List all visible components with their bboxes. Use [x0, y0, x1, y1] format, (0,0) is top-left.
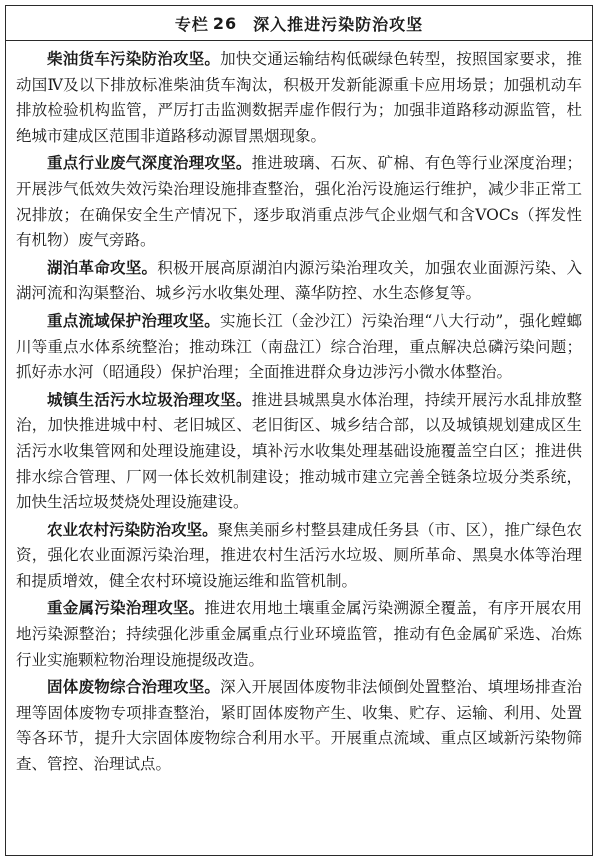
section-text: 加快交通运输结构低碳绿色转型，按照国家要求，推动国Ⅳ及以下排放标准柴油货车淘汰，积极开发新能源重卡应用场景；加强机动车排放检验机构监管，严厉打击监测数据弄虚作假行为；加强非道路移动源监管，杜绝城市建成区范围非道路移动源冒黑烟现象。: [16, 50, 582, 145]
section-text: 推进农用地土壤重金属污染溯源全覆盖，有序开展农用地污染源整治；持续强化涉重金属重点行业环境监管，推动有色金属矿采选、冶炼行业实施颗粒物治理设施提级改造。: [16, 599, 582, 669]
section-heading: 重点流域保护治理攻坚。: [47, 311, 220, 330]
column-box: [5, 5, 593, 856]
section-industrial-exhaust: [16, 151, 582, 253]
section-river-basins: [16, 309, 582, 386]
section-diesel-trucks: [16, 47, 582, 149]
section-heavy-metals: [16, 596, 582, 673]
section-text: 推进县城黑臭水体治理，持续开展污水乱排放整治，加快推进城中村、老旧城区、老旧街区、城乡结合部，以及城镇规划建成区生活污水收集管网和处理设施建设，填补污水收集处理基础设施覆盖空白区；推进供排水综合管理、厂网一体长效机制建设；推动城市建立完善全链条垃圾分类系统，加快生活垃圾焚烧处理设施建设。: [16, 390, 582, 512]
section-text: 实施长江（金沙江）污染治理“八大行动”，强化螳螂川等重点水体系统整治；推动珠江（南盘江）综合治理，重点解决总磷污染问题；抓好赤水河（昭通段）保护治理；全面推进群众身边涉污小微水体整治。: [16, 311, 582, 382]
section-heading: 城镇生活污水垃圾治理攻坚。: [47, 390, 252, 409]
section-solid-waste: [16, 675, 582, 777]
section-heading: 柴油货车污染防治攻坚。: [47, 50, 221, 68]
section-rural-pollution: [16, 518, 582, 595]
section-text: 积极开展高原湖泊内源污染治理攻关，加强农业面源污染、入湖河流和沟渠整治、城乡污水收集处理、藻华防控、水生态修复等。: [16, 258, 582, 303]
column-title-bar: [6, 6, 592, 41]
section-heading: 农业农村污染防治攻坚。: [47, 520, 218, 539]
column-label: 专栏: [174, 14, 209, 34]
section-heading: 湖泊革命攻坚。: [47, 258, 158, 277]
section-heading: 固体废物综合治理攻坚。: [47, 678, 221, 697]
section-text: 深入开展固体废物非法倾倒处置整治、填埋场排查治理等固体废物专项排查整治，紧盯固体废物产生、收集、贮存、运输、利用、处置等各环节，提升大宗固体废物综合利用水平。开展重点流域、重点区域新污染物筛查、管控、治理试点。: [16, 678, 582, 774]
section-heading: 重金属污染治理攻坚。: [47, 599, 205, 618]
section-text: 聚焦美丽乡村整县建成任务县（市、区），推广绿色农资，强化农业面源污染治理，推进农村生活污水垃圾、厕所革命、黑臭水体等治理和提质增效，健全农村环境设施运维和监管机制。: [16, 520, 582, 590]
column-content: [6, 41, 592, 778]
section-lake-revolution: [16, 256, 582, 307]
column-title: 深入推进污染防治攻坚: [253, 14, 424, 34]
section-heading: 重点行业废气深度治理攻坚。: [47, 154, 252, 173]
column-number: 26: [212, 13, 238, 33]
section-urban-sewage-waste: [16, 388, 582, 516]
section-text: 推进玻璃、石灰、矿棉、有色等行业深度治理；开展涉气低效失效污染治理设施排查整治，强化治污设施运行维护，减少非正常工况排放；在确保安全生产情况下，逐步取消重点涉气企业烟气和含VOCs（挥发性有机物）废气旁路。: [16, 154, 582, 250]
